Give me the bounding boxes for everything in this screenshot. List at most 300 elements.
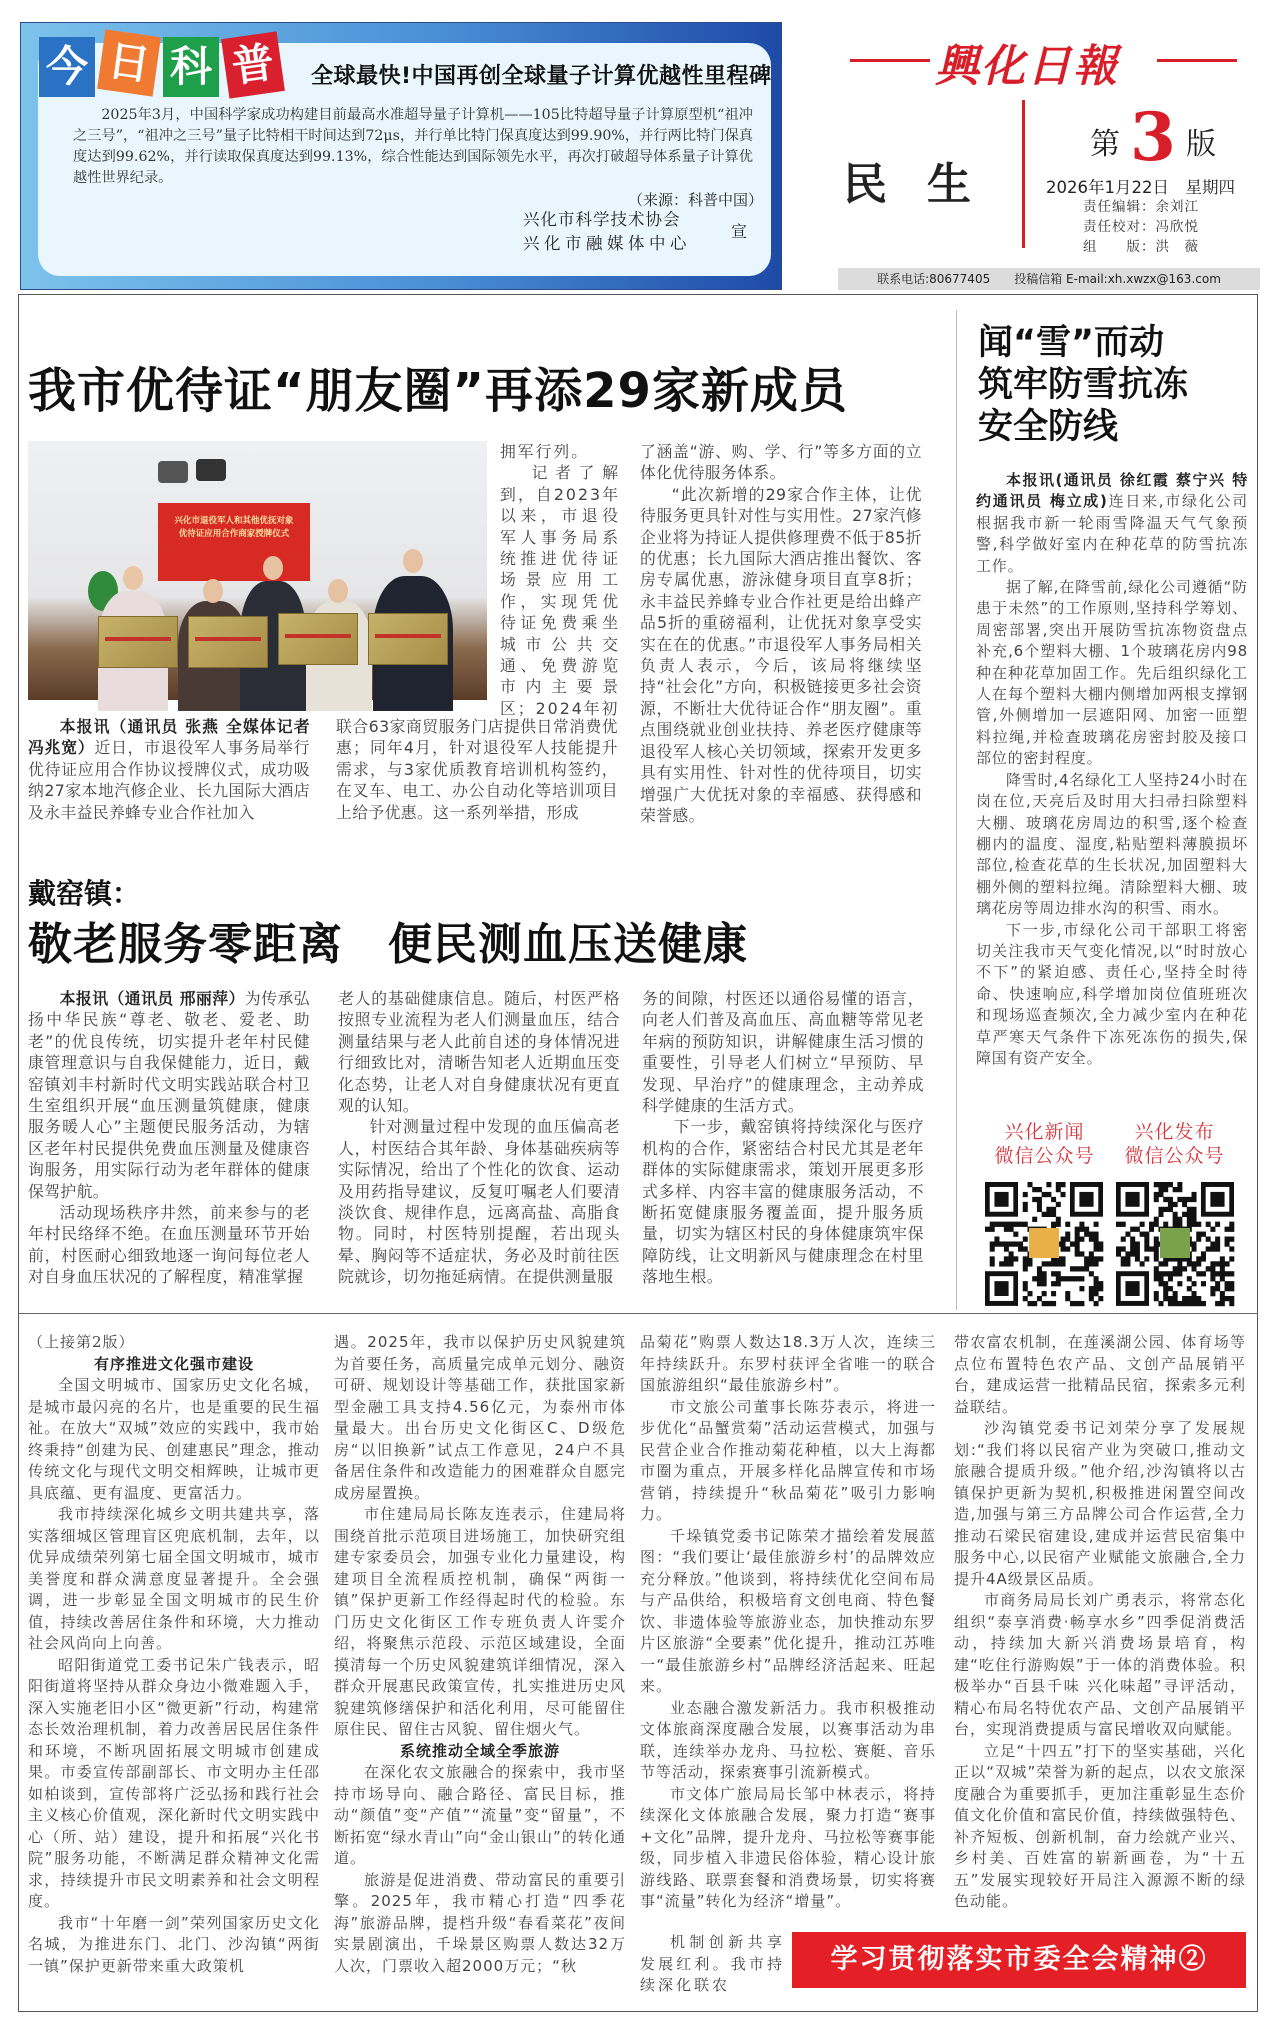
qr-module [1135,1241,1140,1246]
qr-module [1173,1202,1178,1207]
plaque [98,616,178,668]
science-title: 全球最快!中国再创全球量子计算优越性里程碑 [311,64,772,89]
paragraph: 全国文明城市、国家历史文化名城，是城市最闪亮的名片，也是重要的民生福祉。在放大“双城”效应的实践中，我市始终秉持“创建为民、创建惠民”理念，推动传统文化与现代文明交相辉映，让城市更具底蕴、更有温度、更富活力。 [28,1376,320,1502]
qr-module [1094,1246,1099,1251]
qr-module [1125,1256,1130,1261]
qr-module [1158,1182,1163,1187]
qr-module [1225,1281,1230,1286]
person-head [403,549,423,573]
masthead-divider [1022,100,1025,248]
qr-module [1009,1256,1014,1261]
qr-module [1177,1197,1182,1202]
qr-module [1023,1246,1028,1251]
qr-module [1089,1271,1094,1276]
qr-module [1070,1266,1075,1271]
qr-module [1225,1286,1230,1291]
qr-module [1027,1291,1032,1296]
qr-module [1160,1228,1190,1258]
qr-module [1192,1207,1197,1212]
qr-module [1192,1197,1197,1202]
qr-module [1125,1232,1130,1237]
qr-module [1229,1271,1234,1276]
continued-from: （上接第2版） [28,1333,135,1351]
qr-module [1094,1232,1099,1237]
qr-module [1037,1197,1042,1202]
qr-module [1144,1232,1149,1237]
qr-module [1144,1256,1149,1261]
qr-module [1042,1281,1047,1286]
qr-module [1079,1222,1084,1227]
qr-module [1168,1202,1173,1207]
qr-module [1051,1301,1056,1306]
qr-module [1023,1207,1028,1212]
paragraph: 务的间隙，村医还以通俗易懂的语言，向老人们普及高血压、高血糖等常见老年病的预防知识，讲解健康生活习惯的重要性，引导老人们树立“早预防、早发现、早治疗”的健康理念，主动养成科学健康的生活方式。 [642,989,924,1116]
qr-module [1075,1301,1080,1306]
qr-module [1094,1291,1099,1296]
qr-module [1009,1222,1014,1227]
paragraph: 在深化农文旅融合的探索中，我市坚持市场导向、融合路径、富民目标，推动“颜值”变“产值”“流量”变“留量”，不断拓宽“绿水青山”向“金山银山”的转化通道。 [334,1763,626,1867]
qr-module [1130,1241,1135,1246]
qr-module [1121,1246,1126,1251]
qr-module [1125,1251,1130,1256]
qr-module [1023,1256,1028,1261]
qr-module [1196,1261,1201,1266]
qr-module [1075,1276,1080,1281]
qr-module [1079,1237,1084,1242]
qr-module [1154,1251,1159,1256]
qr-module [1023,1296,1028,1301]
qr-module [1075,1237,1080,1242]
qr-module [1094,1222,1099,1227]
qr-module [1158,1192,1163,1197]
qr-module [1177,1301,1182,1306]
article1-beside-photo [500,441,620,718]
paragraph: 了涵盖“游、购、学、行”等多方面的立体化优待服务体系。 [640,442,922,483]
article1-headline: 我市优待证“朋友圈”再添29家新成员 [28,363,848,419]
qr-module [1196,1256,1201,1261]
qr-module [1210,1261,1215,1266]
qr-module [1056,1281,1061,1286]
qr-module [1158,1276,1163,1281]
paragraph [28,988,310,1202]
article3-col1 [28,1332,320,2004]
qr-module [1220,1266,1225,1271]
qr-module [1173,1296,1178,1301]
qr-module [1229,1246,1234,1251]
qr-module [1154,1241,1159,1246]
qr-module [1018,1246,1023,1251]
qr-module [1158,1207,1163,1212]
qr-module [1154,1256,1159,1261]
headline-line: 安全防线 [978,407,1119,447]
qr-module [1158,1271,1163,1276]
qr-module [1154,1271,1159,1276]
dateline: 本报讯(通讯员 徐红霞 蔡宁兴 特约通讯员 梅立成) [976,471,1248,511]
article2-col1 [28,988,310,1290]
qr-module [1051,1271,1056,1276]
qr-module [1023,1202,1028,1207]
qr-module [1056,1276,1061,1281]
qr-module [1229,1281,1234,1286]
qr-module [1140,1261,1145,1266]
qr-module [1158,1261,1163,1266]
qr-module [1089,1286,1094,1291]
qr-module [1056,1261,1061,1266]
qr-module [1201,1256,1206,1261]
qr-module [1154,1246,1159,1251]
qr-module [990,1227,995,1232]
paragraph: 下一步，戴窑镇将持续深化与医疗机构的合作，紧密结合村民尤其是老年群体的实际健康需求，策划开展更多形式多样、内容丰富的健康服务活动，不断拓宽健康服务覆盖面，提升服务质量，切实为辖区村民的身体健康筑牢保障防线，让文明新风与健康理念在村里落地生根。 [642,1117,924,1287]
qr-module [1173,1271,1178,1276]
qr-module [1070,1241,1075,1246]
qr-module [1177,1187,1182,1192]
paragraph: 活动现场秩序井然，前来参与的老年村民络绎不绝。在血压测量环节开始前，村医耐心细致地逐一询问每位老人对自身血压状况的了解程度，精准掌握 [28,1203,310,1287]
qr-module [1225,1296,1230,1301]
qr-module [1116,1246,1121,1251]
qr-module [990,1241,995,1246]
plaque [368,613,448,665]
qr-module [1220,1256,1225,1261]
qr-module [1168,1296,1173,1301]
qr-module [1177,1266,1182,1271]
dateline: 本报讯（通讯员 张燕 全媒体记者 冯兆宽） [28,717,310,758]
qr-module [1187,1286,1192,1291]
qr-module [1023,1192,1028,1197]
paragraph: 市文体广旅局局长邹中林表示，将持续深化文体旅融合发展，聚力打造“赛事+文化”品牌，提升龙舟、马拉松等赛事能级，同步植入非遗民俗体验，精心设计旅游线路、联票套餐和消费场景，切实将赛事“流量”转化为经济“增量”。 [640,1784,936,1910]
qr-module [1013,1222,1018,1227]
qr-module [1084,1227,1089,1232]
qr-module [1220,1271,1225,1276]
qr-module [1061,1256,1066,1261]
qr-module [1094,1281,1099,1286]
article2-headline: 敬老服务零距离 便民测血压送健康 [28,919,748,970]
qr-module [1051,1197,1056,1202]
qr-type: 微信公众号 [1124,1145,1225,1167]
qr-module [1004,1246,1009,1251]
qr-module [1135,1251,1140,1256]
article1-photo [28,441,487,700]
qr-module [1094,1237,1099,1242]
qr-module [1079,1266,1084,1271]
qr-module [1135,1246,1140,1251]
qr-module [1163,1296,1168,1301]
qr-module [1089,1256,1094,1261]
qr-module [1094,1261,1099,1266]
qr-module [1187,1222,1192,1227]
qr-module [1210,1246,1215,1251]
camera-icon [158,461,188,483]
qr-module [1192,1212,1197,1217]
page-suffix: 版 [1185,127,1216,162]
qr-module [1201,1251,1206,1256]
article3-col3 [640,1332,936,1928]
qr-module [1032,1187,1037,1192]
qr-module [1009,1227,1014,1232]
qr-module [1154,1222,1159,1227]
section-divider [18,1313,1258,1314]
qr-module [1149,1227,1154,1232]
qr-module [1154,1182,1159,1187]
lead-text: 近日，市退役军人事务局举行优待证应用合作协议授牌仪式，成功吸纳27家本地汽修企业、长九国际大酒店及永丰益民养蜂专业合作社加入 [28,738,310,822]
science-source: （来源：科普中国） [627,191,763,209]
qr-module [1192,1266,1197,1271]
qr-module [1163,1291,1168,1296]
qr-module [1210,1286,1215,1291]
qr-module [1220,1296,1225,1301]
paragraph: 遇。2025年，我市以保护历史风貌建筑为首要任务，高质量完成单元划分、融资可研、规划设计等基础工作，获批国家新型金融工具支持4.56亿元，为泰州市体量最大。出台历史文化街区C、D级危房“以旧换新”试点工作意见，24户不具备居住条件和改造能力的困难群众自愿完成房屋置换。 [334,1333,626,1502]
qr-module [1042,1276,1047,1281]
qr-module [1158,1301,1163,1306]
qr-module [1215,1301,1220,1306]
subhead: 系统推动全域全季旅游 [399,1741,560,1760]
qr-module [1023,1237,1028,1242]
qr-module [1196,1232,1201,1237]
qr-module [1130,1251,1135,1256]
logo-tile: 今 [39,37,95,97]
qr-module [1098,1281,1103,1286]
organizer: 兴化市科学技术协会 [523,210,681,229]
qr-module [1065,1296,1070,1301]
qr-module [1206,1222,1211,1227]
person-head [328,579,348,603]
qr-module [1056,1187,1061,1192]
qr-module [1029,1228,1059,1258]
qr-module [1037,1202,1042,1207]
qr-module [994,1237,999,1242]
qr-module [1192,1222,1197,1227]
qr-module [1144,1246,1149,1251]
qr-module [1201,1232,1206,1237]
qr-module [1220,1261,1225,1266]
qr-module [1125,1281,1139,1296]
qr-code-xinghua-news[interactable] [985,1182,1103,1306]
series-banner: 学习贯彻落实市委全会精神② [792,1932,1246,1988]
qr-module [1187,1301,1192,1306]
qr-module [1168,1271,1173,1276]
qr-module [1201,1281,1206,1286]
qr-module [1182,1296,1187,1301]
qr-module [1163,1197,1168,1202]
qr-module [1163,1261,1168,1266]
organizer: 兴化市融媒体中心 [523,234,691,253]
qr-module [1125,1261,1130,1266]
qr-type: 微信公众号 [994,1145,1095,1167]
qr-module [1075,1246,1080,1251]
qr-module [1056,1222,1061,1227]
qr-module [990,1261,995,1266]
qr-module [1215,1281,1220,1286]
qr-module [1192,1246,1197,1251]
qr-module [1135,1256,1140,1261]
qr-module [1210,1192,1224,1207]
qr-module [1027,1261,1032,1266]
qr-module [1149,1246,1154,1251]
sidebar-headline [978,322,1188,448]
qr-module [1051,1212,1056,1217]
proofreader-line: 责任校对：冯欣悦 [1083,219,1199,235]
qr-module [1098,1286,1103,1291]
qr-module [1089,1296,1094,1301]
article2-col3 [642,988,924,1290]
qr-module [1051,1207,1056,1212]
lead-text: 连日来,市绿化公司根据我市新一轮雨雪降温天气气象预警,科学做好室内在种花草的防雪抗冻工作。 [976,492,1248,575]
qr-module [1173,1212,1178,1217]
qr-module [1173,1217,1178,1222]
qr-module [1046,1192,1051,1197]
paragraph: 我市持续深化城乡文明共建共享，落实落细城区管理盲区兜底机制，去年，以优异成绩荣列第七届全国文明城市，城市美誉度和群众满意度显著提升。全会强调，进一步彰显全国文明城市的民生价值，持续改善居住条件和环境，大力推动社会风尚向上向善。 [28,1505,320,1652]
paragraph: 立足“十四五”打下的坚实基础，兴化正以“双城”荣誉为新的起点，以农文旅深度融合为重要抓手，更加注重彰显生态价值文化价值和富民价值，持续做强特色、补齐短板、创新机制，奋力绘就产业兴、乡村美、百姓富的崭新画卷，为“十五五”发展实现较好开局注入源源不断的绿色动能。 [954,1741,1246,1910]
qr-module [1210,1227,1215,1232]
paragraph: 千垛镇党委书记陈荣才描绘着发展蓝图：“我们要让‘最佳旅游乡村’的品牌效应充分释放。”他谈到，将持续优化空间布局与产品供给，积极培育文创电商、特色餐饮、非遗体验等旅游业态，加快推动东罗片区旅游“全要素”优化提升，推动江苏唯一“最佳旅游乡村”品牌经济活起来、旺起来。 [640,1526,936,1695]
qr-module [1173,1266,1178,1271]
qr-module [1013,1256,1018,1261]
headline-line: 闻“雪”而动 [978,323,1165,363]
qr-module [1037,1271,1042,1276]
qr-module [1075,1227,1080,1232]
person-head [203,579,223,603]
qr-module [1168,1301,1173,1306]
qr-module [1084,1266,1089,1271]
qr-module [1037,1207,1042,1212]
page-number-value: 3 [1130,98,1176,176]
qr-module [1075,1232,1080,1237]
qr-module [1130,1246,1135,1251]
qr-module [1154,1296,1159,1301]
paragraph: 带农富农机制，在莲溪湖公园、体育场等点位布置特色农产品、文创产品展销平台，建成运营一批精品民宿，探索多元利益联结。 [954,1333,1246,1416]
qr-module [1210,1276,1215,1281]
person-head [123,566,143,590]
qr-module [1187,1212,1192,1217]
qr-module [1215,1241,1220,1246]
qr-module [1201,1271,1206,1276]
qr-module [1079,1301,1084,1306]
logo-tile: 科 [163,37,219,97]
qr-module [1037,1296,1042,1301]
article2-col2 [338,988,620,1290]
qr-module [1135,1227,1140,1232]
qr-name: 兴化发布 [1134,1121,1215,1143]
qr-module [1009,1241,1014,1246]
qr-module [1187,1296,1192,1301]
article2-kicker: 戴窑镇： [28,877,141,910]
qr-module [1065,1246,1070,1251]
contact-bar: 联系电话:80677405 投稿信箱 E-mail:xh.xwzx@163.com [838,268,1260,290]
qr-module [990,1256,995,1261]
editor-line: 责任编辑：余刘江 [1083,199,1199,215]
qr-module [1182,1266,1187,1271]
qr-module [1140,1232,1145,1237]
paragraph: 市商务局局长刘广勇表示，将常态化组织“泰享消费·畅享水乡”四季促消费活动，持续加大新兴消费场景培育，构建“吃住行游购娱”于一体的消费体验。积极举办“百县千味 兴化味超”寻评活动，精心布局名特优农产品、文创产品展销平台，实现消费提质与富民增收双向赋能。 [954,1591,1246,1738]
qr-module [1037,1281,1042,1286]
qr-module [1215,1286,1220,1291]
paragraph-group [334,1332,626,1741]
qr-module [1229,1256,1234,1261]
paragraph [28,716,310,823]
qr-module [1046,1207,1051,1212]
qr-module [1168,1207,1173,1212]
qr-module [999,1222,1004,1227]
qr-module [1065,1222,1070,1227]
qr-module [1130,1227,1135,1232]
science-publicity-mark: 宣 [731,222,748,241]
qr-module [1215,1222,1220,1227]
science-body: 2025年3月，中国科学家成功构建目前最高水准超导量子计算机——105比特超导量子计算原型机“祖冲之三号”，“祖冲之三号”量子比特相干时间达到72μs，并行单比特门保真度达到99.90%，并行两比特门保真度达到99.62%，并行读取保真度达到99.13%，综合性能达到国际领先水平，再次打破超导体系量子计算优越性世界纪录。 [73,107,753,186]
qr-module [1225,1261,1230,1266]
qr-module [1051,1281,1056,1286]
qr-code-xinghua-release[interactable] [1116,1182,1234,1306]
qr-module [1023,1261,1028,1266]
qr-module [1061,1276,1066,1281]
qr-module [1004,1241,1009,1246]
qr-module [1177,1222,1182,1227]
qr-module [1027,1182,1032,1187]
qr-module [1163,1182,1168,1187]
paragraph: 机制创新共享发展红利。我市持续深化联农 [640,1933,785,1994]
plaque [278,613,358,665]
qr-module [1032,1197,1037,1202]
qr-module [1192,1217,1197,1222]
sidebar-body [976,470,1248,1095]
qr-module [1206,1246,1211,1251]
qr-module [1154,1197,1159,1202]
qr-module [1220,1276,1225,1281]
qr-module [1196,1296,1201,1301]
qr-module [1121,1222,1126,1227]
paragraph: 沙沟镇党委书记刘荣分享了发展规划:“我们将以民宿产业为突破口,推动文旅融合提质升级。”他介绍,沙沟镇将以古镇保护更新为契机,积极推进闲置空间改造,加强与第三方品牌公司合作运营,全力推动石梁民宿建设,建成并运营民宿集中服务中心,以民宿产业赋能文旅融合,全力提升4A级景区品质。 [954,1419,1246,1588]
qr-module [990,1222,995,1227]
qr-module [1187,1197,1192,1202]
qr-module [1163,1207,1168,1212]
qr-module [1229,1296,1234,1301]
masthead-rule [1157,59,1237,62]
qr-module [1032,1276,1037,1281]
qr-module [1192,1296,1197,1301]
subhead: 有序推进文化强市建设 [93,1354,254,1373]
qr-module [1013,1232,1018,1237]
qr-module [1046,1212,1051,1217]
paragraph: “此次新增的29家合作主体，让优待服务更具针对性与实用性。27家汽修企业将为持证人提供修理费不低于85折的优惠；长九国际大酒店推出餐饮、客房专属优惠，游泳健身项目直享8折；永丰益民养蜂专业合作社更是给出蜂产品5折的重磅福利，让优抚对象享受实实在在的优惠。”市退役军人事务局相关负责人表示，今后，该局将继续坚持“社会化”方向，积极链接更多社会资源，不断壮大优待证合作“朋友圈”。重点围绕就业创业扶持、养老医疗健康等退役军人核心关切领域，探索开发更多具有实用性、针对性的优待项目，切实增强广大优抚对象的幸福感、获得感和荣誉感。 [640,484,922,825]
qr-module [1032,1217,1037,1222]
qr-module [1037,1276,1042,1281]
qr-module [1201,1301,1206,1306]
qr-module [1046,1261,1051,1266]
qr-module [1079,1276,1084,1281]
qr-module [1089,1237,1094,1242]
qr-module [1215,1237,1220,1242]
qr-module [1089,1232,1094,1237]
qr-module [1079,1192,1093,1207]
qr-module [1013,1241,1018,1246]
qr-module [1229,1301,1234,1306]
paragraph: 我市“十年磨一剑”荣列国家历史文化名城，为推进东门、北门、沙沟镇“两街一镇”保护更新带来重大政策机 [28,1913,320,1975]
qr-module [1215,1261,1220,1266]
qr-module [1023,1281,1028,1286]
dateline: 本报讯（通讯员 邢丽萍） [59,989,245,1008]
qr-module [1158,1212,1163,1217]
qr-module [1061,1237,1066,1242]
qr-module [1061,1241,1066,1246]
qr-module [1116,1222,1121,1227]
qr-module [1125,1192,1139,1207]
article3-col4 [954,1332,1246,1928]
qr-module [1004,1222,1009,1227]
qr-module [1163,1187,1168,1192]
qr-module [1168,1286,1173,1291]
qr-module [1187,1261,1192,1266]
qr-module [1196,1222,1201,1227]
qr-module [1061,1261,1066,1266]
qr-module [994,1222,999,1227]
